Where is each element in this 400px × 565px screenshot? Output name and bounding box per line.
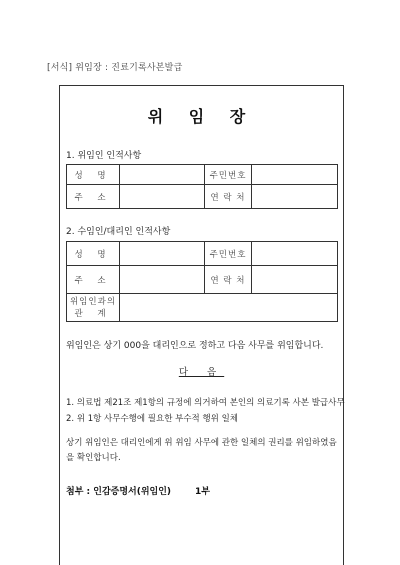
- principal-name-label: 성 명: [67, 165, 120, 185]
- power-of-attorney-sheet: [59, 85, 344, 565]
- subheading-dan: [60, 364, 343, 378]
- delegated-item-1: 1. 의료법 제21조 제1항의 규정에 의거하여 본인의 의료기록 사본 발급사무: [66, 398, 345, 408]
- attachment-count: 1부: [195, 487, 211, 497]
- agent-address-label: 주 소: [67, 266, 120, 294]
- principal-address-label: 주 소: [67, 185, 120, 209]
- delegated-item-2: 2. 위 1항 사무수행에 필요한 부수적 행위 일체: [66, 414, 239, 424]
- principal-id-field[interactable]: [252, 165, 338, 185]
- principal-contact-field[interactable]: [252, 185, 338, 209]
- agent-name-field[interactable]: [120, 242, 205, 266]
- attachment-label: 첨부 : 인감증명서(위임인): [66, 487, 172, 497]
- principal-id-label: 주민번호: [205, 165, 252, 185]
- delegation-statement: 위임인은 상기 000을 대리인으로 정하고 다음 사무를 위임합니다.: [66, 341, 324, 351]
- attachment-line: [66, 484, 210, 497]
- relation-label: [67, 294, 120, 322]
- agent-name-label: 성 명: [67, 242, 120, 266]
- agent-id-field[interactable]: [252, 242, 338, 266]
- principal-contact-label: 연 락 처: [205, 185, 252, 209]
- relation-label-line2: 관 계: [74, 308, 112, 319]
- agent-info-table: [66, 241, 338, 322]
- confirmation-text: 상기 위임인은 대리인에게 위 위임 사무에 관한 일체의 권리를 위임하였음을 확인합니다.: [66, 438, 337, 463]
- document-title: 위 임 장: [147, 107, 256, 126]
- agent-id-label: 주민번호: [205, 242, 252, 266]
- relation-field[interactable]: [120, 294, 338, 322]
- agent-address-field[interactable]: [120, 266, 205, 294]
- principal-address-field[interactable]: [120, 185, 205, 209]
- agent-contact-field[interactable]: [252, 266, 338, 294]
- form-label: [서식] 위임장 : 진료기록사본발급: [47, 63, 183, 73]
- subheading-text: 다 음: [178, 367, 225, 378]
- principal-info-table: [66, 164, 338, 209]
- relation-label-line1: 위임인과의: [69, 296, 117, 307]
- section1-heading: 1. 위임인 인적사항: [66, 151, 142, 161]
- principal-name-field[interactable]: [120, 165, 205, 185]
- agent-contact-label: 연 락 처: [205, 266, 252, 294]
- section2-heading: 2. 수임인/대리인 인적사항: [66, 227, 171, 237]
